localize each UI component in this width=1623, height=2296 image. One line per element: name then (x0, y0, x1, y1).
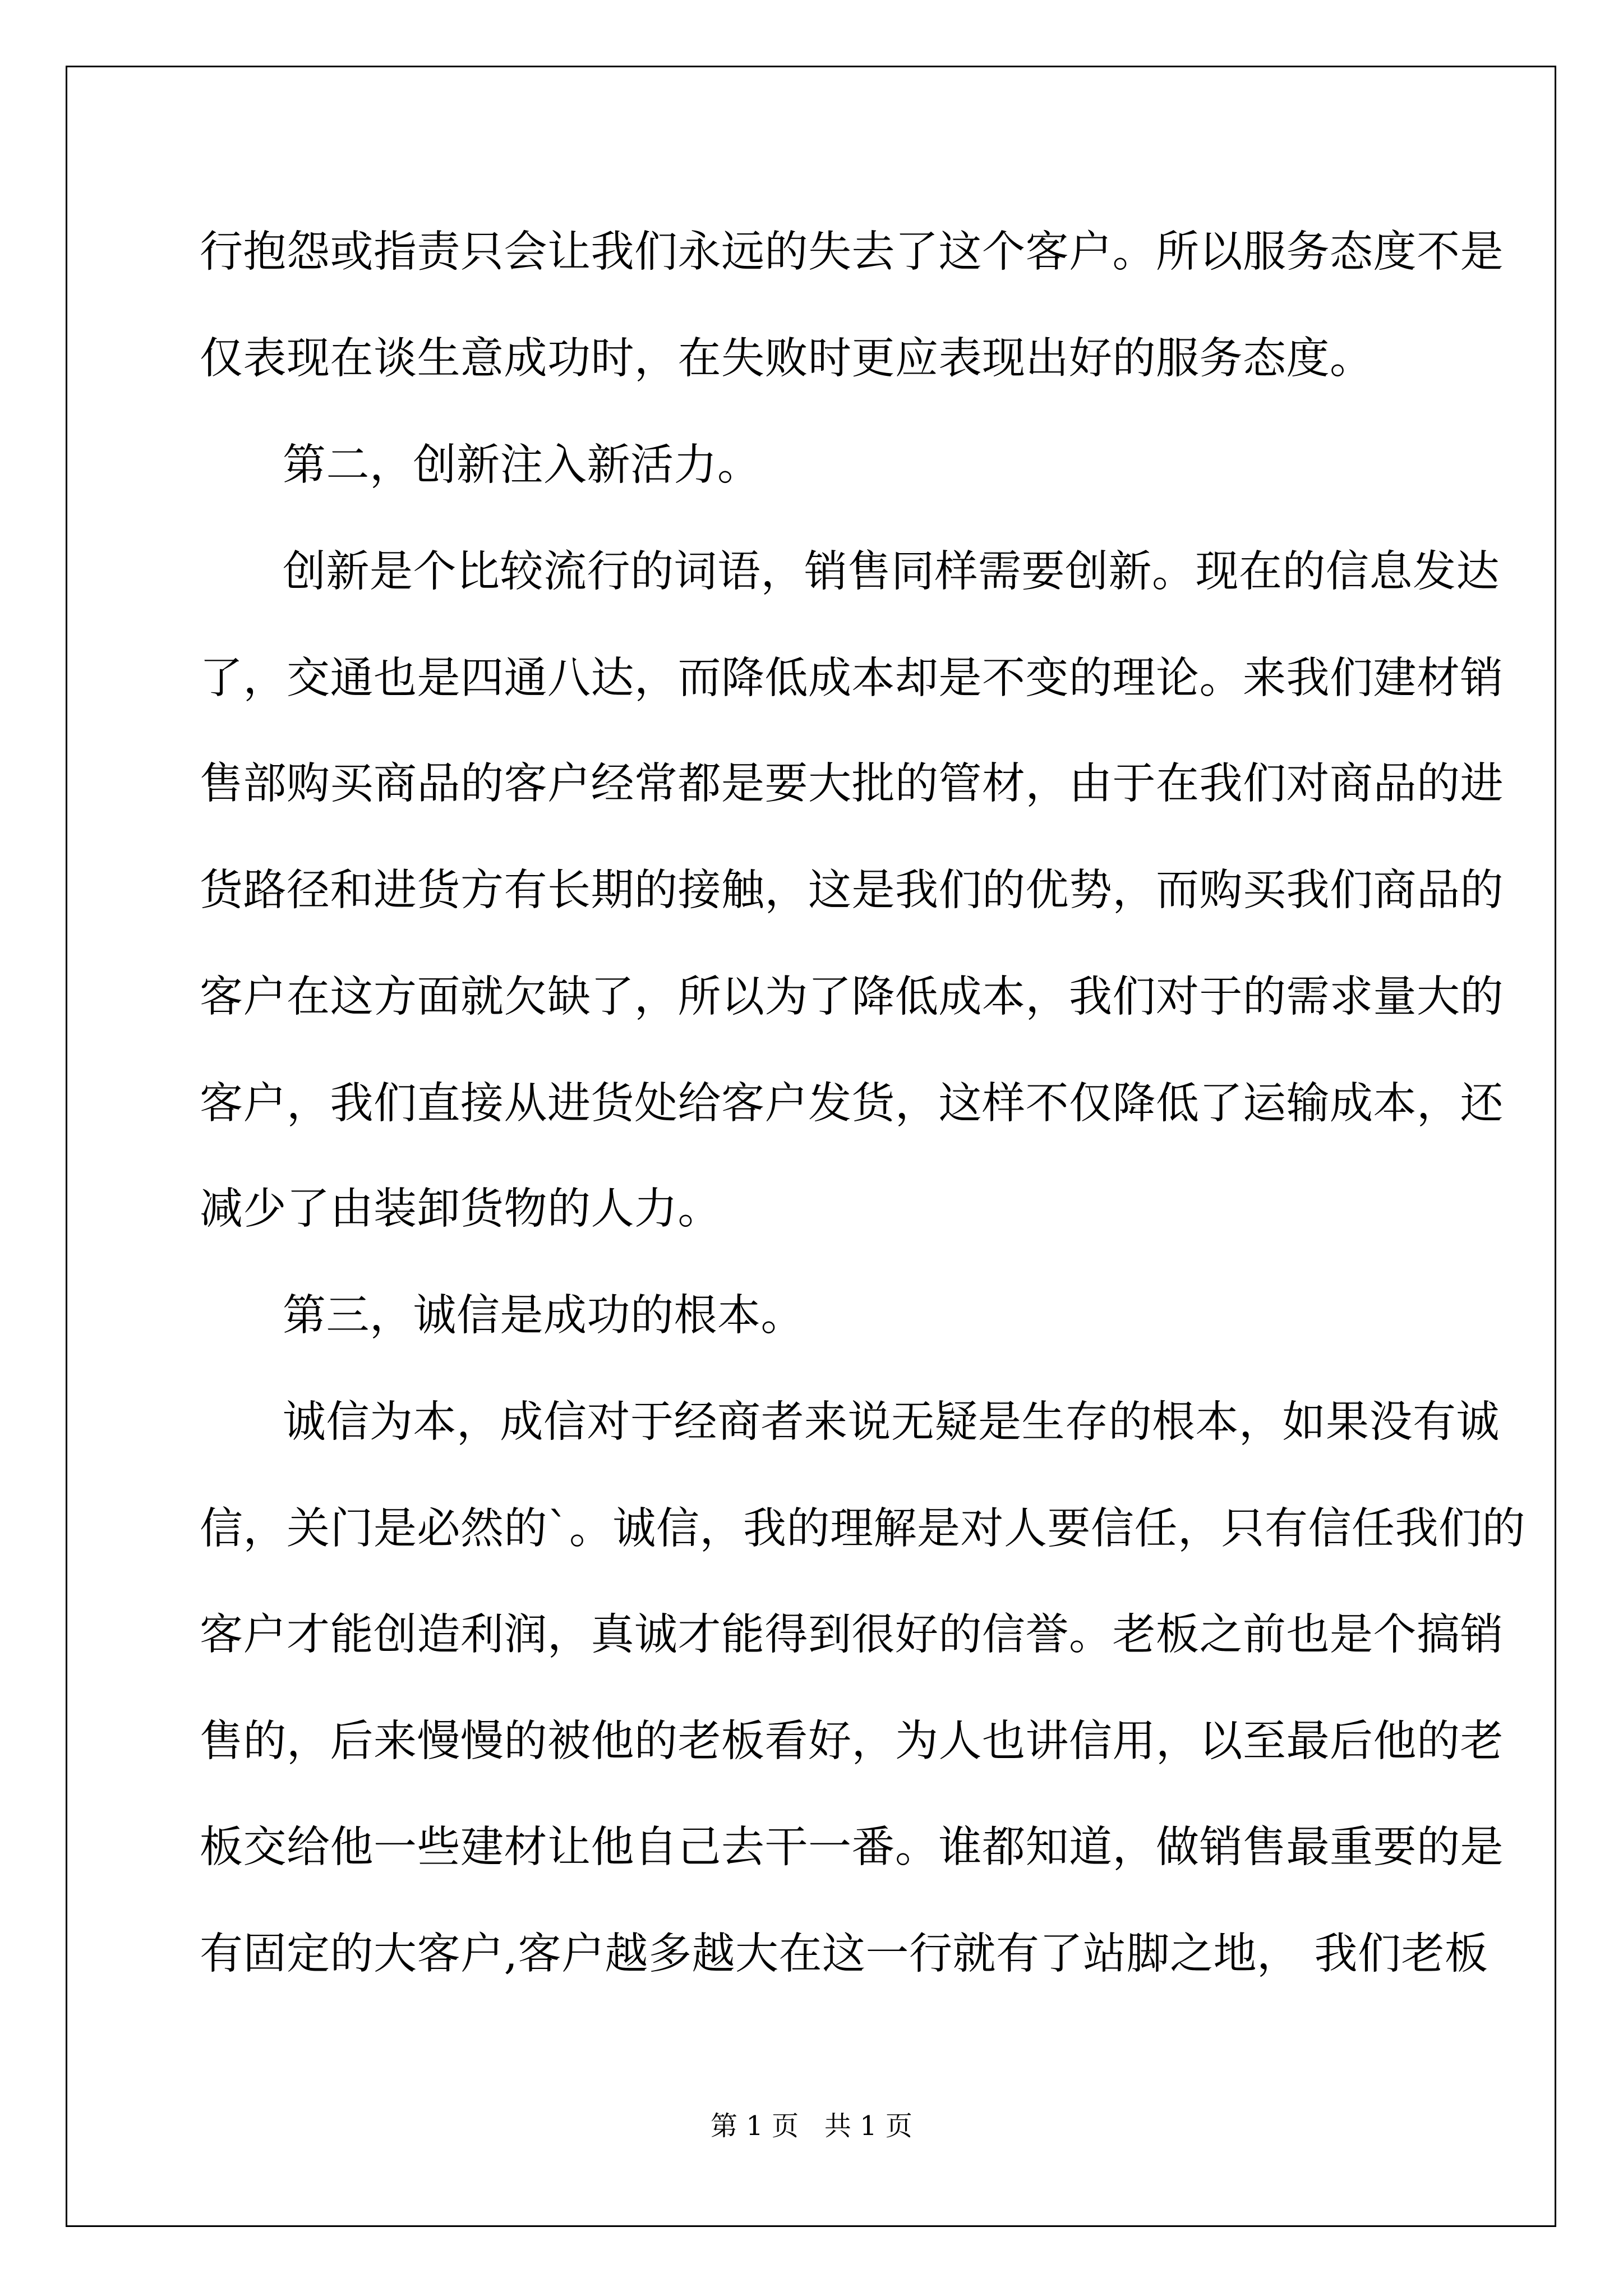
text-line-9: 客户，我们直接从进货处给客户发货，这样不仅降低了运输成本，还 (200, 1079, 1504, 1129)
text-line-13: 信，关门是必然的`。诚信，我的理解是对人要信任，只有信任我们的 (200, 1504, 1525, 1554)
heading-second: 第二，创新注入新活力。 (283, 440, 761, 490)
heading-third: 第三，诚信是成功的根本。 (283, 1291, 804, 1341)
text-line-15: 售的，后来慢慢的被他的老板看好，为人也讲信用，以至最后他的老 (200, 1717, 1504, 1766)
text-line-2: 仅表现在谈生意成功时，在失败时更应表现出好的服务态度。 (200, 334, 1373, 384)
text-line-14: 客户才能创造利润，真诚才能得到很好的信誉。老板之前也是个搞销 (200, 1610, 1504, 1660)
text-line-16: 板交给他一些建材让他自己去干一番。谁都知道，做销售最重要的是 (200, 1823, 1504, 1872)
text-line-5: 了，交通也是四通八达，而降低成本却是不变的理论。来我们建材销 (200, 654, 1504, 703)
text-line-8: 客户在这方面就欠缺了，所以为了降低成本，我们对于的需求量大的 (200, 972, 1504, 1022)
text-line-1: 行抱怨或指责只会让我们永远的失去了这个客户。所以服务态度不是 (200, 227, 1504, 277)
text-line-7: 货路径和进货方有长期的接触，这是我们的优势，而购买我们商品的 (200, 866, 1504, 915)
text-line-12: 诚信为本，成信对于经商者来说无疑是生存的根本，如果没有诚 (283, 1397, 1500, 1447)
text-line-6: 售部购买商品的客户经常都是要大批的管材，由于在我们对商品的进 (200, 759, 1504, 809)
text-line-4: 创新是个比较流行的词语，销售同样需要创新。现在的信息发达 (283, 547, 1500, 597)
text-line-10: 减少了由装卸货物的人力。 (200, 1184, 721, 1234)
text-line-17: 有固定的大客户,客户越多越大在这一行就有了站脚之地， 我们老板 (200, 1929, 1488, 1979)
page-number-footer: 第 1 页 共 1 页 (711, 2110, 912, 2142)
